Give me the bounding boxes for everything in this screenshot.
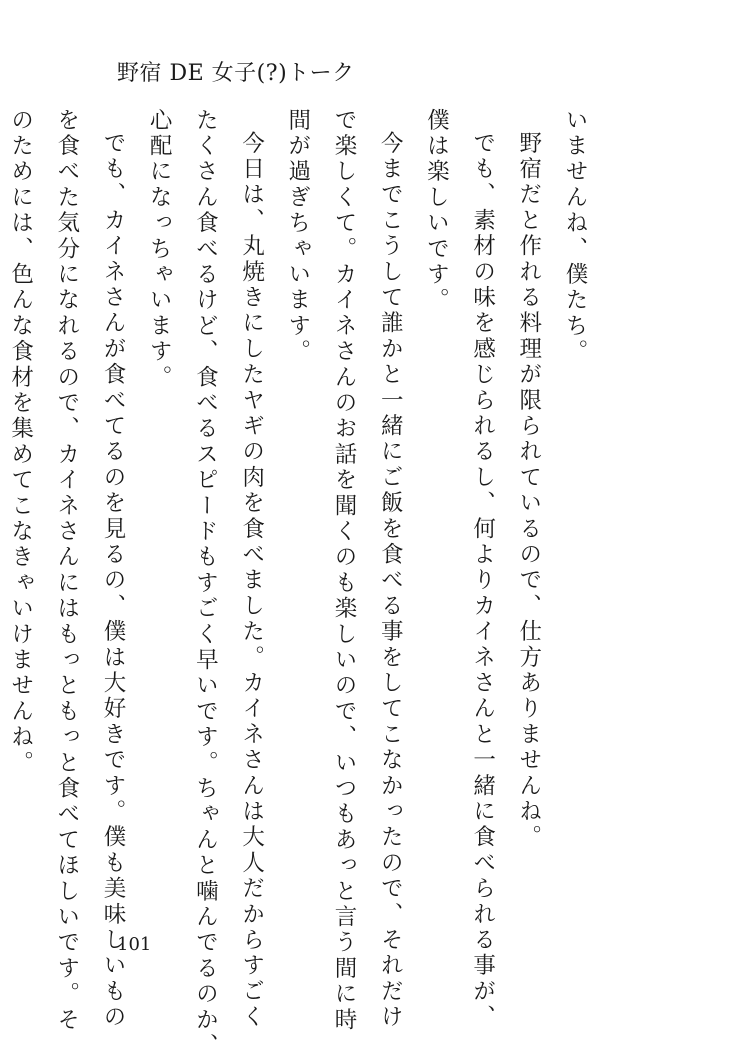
paragraph: 野宿だと作れる料理が限られているので、仕方ありませんね。 <box>515 130 542 851</box>
page-number: 101 <box>117 934 152 955</box>
paragraph: 今までこうして誰かと一緒にご飯を食べる事をしてこなかったので、それだけ で楽しくて。カイネさんのお話を聞くのも楽しいので、いつもあっと言う間に時 間が過ぎちゃいます。 <box>284 108 404 1034</box>
paragraph: 今日は、丸焼きにしたヤギの肉を食べました。カイネさんは大人だからすごく たくさん食べるけど、食べるスピードもすごく早いです。ちゃんと噛んでるのか、 心配になっちゃいます。 <box>146 108 265 1059</box>
paragraph: でも、カイネさんが食べてるのを見るの、僕は大好きです。僕も美味しいもの を食べた気分になれるので、カイネさんにはもっともっと食べてほしいです。そ のためには、色んな食材を集めてこなきゃいけませんね。 <box>7 108 126 1034</box>
running-title: 野宿 DE 女子(?)トーク <box>117 61 355 86</box>
paragraph: でも、素材の味を感じられるし、何よりカイネさんと一緒に食べられる事が、 僕は楽しいです。 <box>423 108 496 1030</box>
paragraph: いませんね、僕たち。 <box>562 108 588 365</box>
